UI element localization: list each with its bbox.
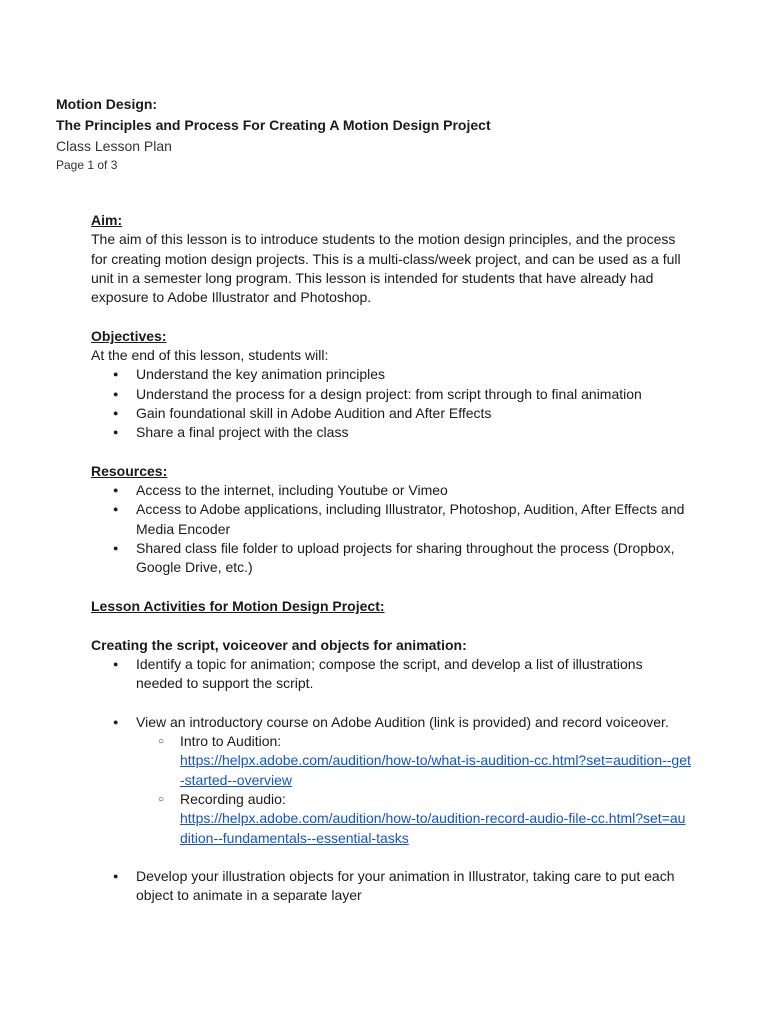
list-item: ● Share a final project with the class: [91, 423, 691, 442]
link-label: ○ Intro to Audition:: [180, 733, 282, 750]
list-item: ● Shared class file folder to upload projects for sharing throughout the process (Dropbox, Google Drive, etc.): [91, 539, 691, 578]
list-item: [91, 713, 691, 867]
list-item: [91, 867, 691, 906]
activities-list: [91, 655, 691, 906]
list-item: ● Access to the internet, including Youtube or Vimeo: [91, 481, 691, 500]
list-item: [91, 655, 691, 713]
sub-list: [136, 732, 691, 848]
page-indicator: Page 1 of 3: [56, 158, 118, 172]
aim-text: The aim of this lesson is to introduce students to the motion design principles, and the process for creating motion design projects. This is a multi-class/week project, and can be used as a full unit in a semester long program. This lesson is intended for students that have already had exposure to Adobe Illustrator and Photoshop.: [91, 231, 681, 306]
link-label: ○ Recording audio:: [180, 790, 286, 807]
activity-text: View an introductory course on Adobe Audition (link is provided) and record voiceover.: [136, 713, 669, 730]
activities-heading: Lesson Activities for Motion Design Project:: [91, 597, 385, 614]
subtitle: Class Lesson Plan: [56, 138, 172, 154]
activities-subheading: Creating the script, voiceover and objects for animation:: [91, 636, 467, 653]
list-item: ● Understand the key animation principles: [91, 365, 691, 384]
list-item: ● Understand the process for a design project: from script through to final animation: [91, 385, 691, 404]
recording-audio-link[interactable]: https://helpx.adobe.com/audition/how-to/audition-record-audio-file-cc.html?set=audition--fundamentals--essential-tasks: [180, 810, 686, 846]
aim-heading: Aim:: [91, 212, 123, 228]
title-line-1: Motion Design:: [56, 96, 158, 112]
activity-text: Identify a topic for animation; compose the script, and develop a list of illustrations needed to support the script.: [136, 655, 643, 692]
objectives-intro: At the end of this lesson, students will:: [91, 347, 329, 364]
sub-list-item: [91, 790, 691, 848]
resources-heading: Resources:: [91, 462, 168, 479]
list-item: ● Gain foundational skill in Adobe Audition and After Effects: [91, 404, 691, 423]
objectives-heading: Objectives:: [91, 327, 167, 344]
audition-intro-link[interactable]: https://helpx.adobe.com/audition/how-to/what-is-audition-cc.html?set=audition--get-started--overview: [180, 752, 691, 788]
objectives-list: [91, 365, 691, 442]
title-line-2: The Principles and Process For Creating A Motion Design Project: [56, 117, 491, 133]
document-header: [56, 94, 736, 175]
document-body: [91, 211, 691, 906]
activity-text: Develop your illustration objects for your animation in Illustrator, taking care to put each object to animate in a separate layer: [136, 868, 675, 904]
resources-list: [91, 481, 691, 577]
list-item: ● Access to Adobe applications, including Illustrator, Photoshop, Audition, After Effects and Media Encoder: [91, 500, 691, 539]
sub-list-item: [91, 732, 691, 790]
